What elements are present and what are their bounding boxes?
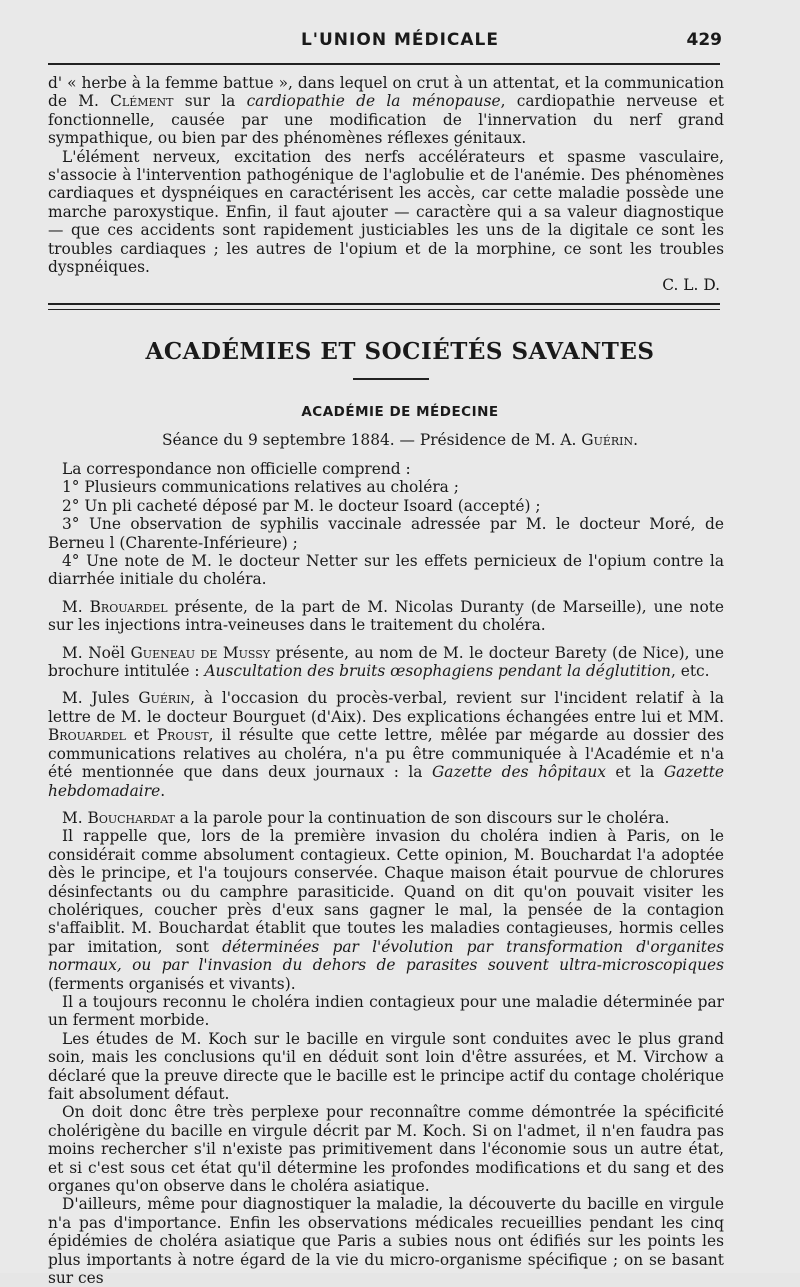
running-title: L'UNION MÉDICALE [300,30,500,50]
paragraph-perplexe: On doit donc être très perplexe pour reconnaître comme démontrée la spécificité cholérigène du bacille en virgule décrit par M. Koch. Si on l'admet, il n'en faudra pas moins rechercher s'il n'existe pas primitivement dans l'économie sous un autre état, et si c'est sous cet état qu'il détermine les profondes modifications et du sang et des organes qu'on observe dans le choléra asiatique. [48,1103,724,1196]
paragraph-clement: d' « herbe à la femme battue », dans lequel on crut à un attentat, et la communication de M. Clément sur la cardiopathie de la ménopause, cardiopathie nerveuse et fonctionnelle, causée par une modification de l'innervation du nerf grand sympathique, ou bien par des phénomènes réflexes génitaux. [48,74,724,148]
correspondance-intro: La correspondance non officielle comprend : [62,460,411,478]
page-number: 429 [686,30,722,50]
article-body [48,460,724,1287]
correspondance-item-4: 4° Une note de M. le docteur Netter sur les effets pernicieux de l'opium contre la diarrhée initiale du choléra. [48,552,724,589]
paragraph-koch: Les études de M. Koch sur le bacille en virgule sont conduites avec le plus grand soin, mais les conclusions qu'il en déduit sont loin d'être assurées, et M. Virchow a déclaré que la preuve directe que le bacille est le principe actif du contage cholérique fait absolument défaut. [48,1029,724,1103]
paragraph-gueneau: M. Noël Gueneau de Mussy présente, au nom de M. le docteur Barety (de Nice), une brochure intitulée : Auscultation des bruits œsophagiens pendant la déglutition, etc. [48,643,724,681]
paragraph-brouardel: M. Brouardel présente, de la part de M. Nicolas Duranty (de Marseille), une note sur les injections intra-veineuses dans le traitement du choléra. [48,597,725,635]
correspondance-item-1: 1° Plusieurs communications relatives au choléra ; [62,478,459,497]
section-separator-rule-thin [48,309,720,310]
sub-heading: ACADÉMIE DE MÉDECINE [301,404,499,420]
president-name: Guérin [581,431,634,449]
author-name: Clément [110,92,174,111]
signature: C. L. D. [662,276,720,295]
paragraph-guerin: M. Jules Guérin, à l'occasion du procès-verbal, revient sur l'incident relatif à la lettre de M. le docteur Bourguet (d'Aix). Des explications échangées entre lui et MM. Brouardel et Proust, il résulte que cette lettre, mêlée par mégarde au dossier des communications relatives au choléra, n'a pu être communiquée à l'Académie et n'a été mentionnée que dans deux journaux : la Gazette des hôpitaux et la Gazette hebdomadaire. [48,689,725,800]
running-head [0,30,800,56]
paragraph-element-nerveux: L'élément nerveux, excitation des nerfs accélérateurs et spasme vasculaire, s'associe à l'intervention pathogénique de l'aglobulie et de l'anémie. Des phénomènes cardiaques et dyspnéiques en caractérisent les accès, car cette maladie possède une marche paroxystique. Enfin, il faut ajouter — caractère qui a sa valeur diagnostique — que ces accidents sont rapidement justiciables les uns de la digitale ce sont les troubles cardiaques ; les autres de l'opium et de la morphine, ce sont les troubles dyspnéiques. [48,147,724,277]
section-heading: ACADÉMIES ET SOCIÉTÉS SAVANTES [145,338,655,365]
previous-article-end [48,74,724,295]
paragraph-rappelle: Il rappelle que, lors de la première invasion du choléra indien à Paris, on le considérait comme absolument contagieux. Cette opinion, M. Bouchardat l'a adoptée dès le principe, et l'a toujours conservée. Chaque maison était pourvue de chlorures désinfectants ou du camphre parasiticide. Quand on dit qu'on pouvait visiter les cholériques, coucher près d'eux sans gagner le mal, la pensée de la contagion s'affaiblit. M. Bouchardat établit que toutes les maladies contagieuses, hormis celles par imitation, sont déterminées par l'évolution par transformation d'organites normaux, ou par l'invasion du dehors de parasites souvent ultra-microscopiques (ferments organisés et vivants). [48,827,724,993]
paragraph-ailleurs: D'ailleurs, même pour diagnostiquer la maladie, la découverte du bacille en virgule n'a pas d'importance. Enfin les observations médicales recueillies pendant les cinq épidémies de choléra asiatique que Paris a subies nous ont édifiés sur les points les plus importants à notre égard de la vie du micro-organisme spécifique ; on se basant sur ces [48,1195,724,1287]
seance-line: Séance du 9 septembre 1884. — Présidence de M. A. Guérin. [161,431,639,449]
paragraph-bouchardat: M. Bouchardat a la parole pour la continuation de son discours sur le choléra. [62,808,670,827]
heading-underline [353,378,429,380]
correspondance-item-2: 2° Un pli cacheté déposé par M. le docteur Isoard (accepté) ; [62,496,541,515]
paragraph-toujours: Il a toujours reconnu le choléra indien contagieux pour une maladie déterminée par un ferment morbide. [48,992,724,1030]
section-separator-rule [48,303,720,305]
correspondance-item-3: 3° Une observation de syphilis vaccinale adressée par M. le docteur Moré, de Berneu l (Charente-Inférieure) ; [48,515,724,552]
header-rule [48,63,720,65]
